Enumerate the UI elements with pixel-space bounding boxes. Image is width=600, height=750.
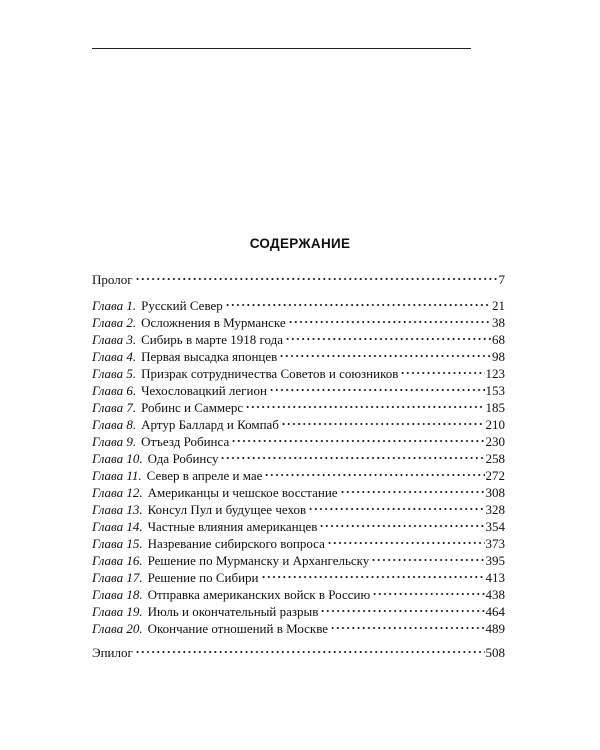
- chapter-label: Глава 15.: [92, 536, 143, 551]
- entry-page: 395: [485, 553, 505, 568]
- entry-title: Решение по Сибири: [147, 570, 259, 585]
- entry-title: Отправка американских войск в Россию: [147, 587, 371, 602]
- entry-title: Эпилог: [92, 645, 133, 660]
- entry-title: Артур Баллард и Компаб: [141, 417, 279, 432]
- chapter-label: Глава 13.: [92, 502, 143, 517]
- toc-entry-chapter[interactable]: [92, 297, 505, 314]
- dot-leader: [320, 609, 484, 613]
- entry-title: Частные влияния американцев: [147, 519, 318, 534]
- toc-entry-chapter[interactable]: [92, 314, 505, 331]
- chapter-label: Глава 5.: [92, 366, 137, 381]
- entry-page: 438: [485, 587, 505, 602]
- toc-entry-epilogue[interactable]: [92, 644, 505, 661]
- dot-leader: [340, 490, 485, 494]
- toc-entry-chapter[interactable]: [92, 450, 505, 467]
- chapter-label: Глава 7.: [92, 400, 137, 415]
- entry-page: 185: [485, 400, 505, 415]
- entry-page: 272: [485, 468, 505, 483]
- dot-leader: [245, 405, 484, 409]
- entry-title: Консул Пул и будущее чехов: [147, 502, 307, 517]
- toc-entry-chapter[interactable]: [92, 569, 505, 586]
- toc-entry-chapter[interactable]: [92, 382, 505, 399]
- entry-page: 68: [492, 332, 505, 347]
- entry-title: Пролог: [92, 272, 133, 287]
- entry-title: Первая высадка японцев: [141, 349, 278, 364]
- toc-entry-chapter[interactable]: [92, 399, 505, 416]
- toc-entry-chapter[interactable]: [92, 416, 505, 433]
- chapter-list: [92, 297, 505, 637]
- entry-title: Ода Робинсу: [147, 451, 219, 466]
- chapter-label: Глава 9.: [92, 434, 137, 449]
- entry-page: 258: [485, 451, 505, 466]
- dot-leader: [327, 541, 485, 545]
- toc-entry-chapter[interactable]: [92, 501, 505, 518]
- entry-title: Отъезд Робинса: [141, 434, 230, 449]
- toc-entry-chapter[interactable]: [92, 467, 505, 484]
- entry-page: 328: [485, 502, 505, 517]
- toc-entry-chapter[interactable]: [92, 603, 505, 620]
- entry-page: 489: [485, 621, 505, 636]
- dot-leader: [264, 473, 484, 477]
- entry-title: Июль и окончательный разрыв: [147, 604, 319, 619]
- dot-leader: [231, 439, 484, 443]
- entry-title: Русский Север: [141, 298, 223, 313]
- chapter-label: Глава 19.: [92, 604, 143, 619]
- entry-page: 354: [485, 519, 505, 534]
- entry-page: 38: [492, 315, 505, 330]
- entry-page: 123: [485, 366, 505, 381]
- toc-entry-chapter[interactable]: [92, 620, 505, 637]
- toc-entry-chapter[interactable]: [92, 348, 505, 365]
- dot-leader: [220, 456, 484, 460]
- dot-leader: [372, 592, 484, 596]
- dot-leader: [285, 337, 491, 341]
- chapter-label: Глава 14.: [92, 519, 143, 534]
- toc-entry-prologue[interactable]: [92, 271, 505, 288]
- table-of-contents: [92, 271, 505, 661]
- dot-leader: [269, 388, 485, 392]
- chapter-label: Глава 11.: [92, 468, 142, 483]
- toc-entry-chapter[interactable]: [92, 518, 505, 535]
- entry-page: 508: [485, 645, 505, 660]
- toc-entry-chapter[interactable]: [92, 365, 505, 382]
- chapter-label: Глава 3.: [92, 332, 137, 347]
- entry-title: Окончание отношений в Москве: [147, 621, 329, 636]
- chapter-label: Глава 16.: [92, 553, 143, 568]
- dot-leader: [261, 575, 485, 579]
- chapter-label: Глава 1.: [92, 298, 137, 313]
- toc-entry-chapter[interactable]: [92, 586, 505, 603]
- toc-heading: СОДЕРЖАНИЕ: [249, 236, 351, 251]
- dot-leader: [135, 650, 485, 654]
- toc-entry-chapter[interactable]: [92, 484, 505, 501]
- chapter-label: Глава 18.: [92, 587, 143, 602]
- entry-page: 373: [485, 536, 505, 551]
- entry-page: 21: [492, 298, 505, 313]
- dot-leader: [281, 422, 485, 426]
- dot-leader: [371, 558, 484, 562]
- dot-leader: [135, 277, 498, 281]
- dot-leader: [225, 303, 491, 307]
- entry-title: Робинс и Саммерс: [141, 400, 244, 415]
- entry-page: 413: [485, 570, 505, 585]
- chapter-label: Глава 17.: [92, 570, 143, 585]
- dot-leader: [400, 371, 484, 375]
- entry-page: 464: [485, 604, 505, 619]
- entry-title: Американцы и чешское восстание: [147, 485, 338, 500]
- dot-leader: [288, 320, 491, 324]
- chapter-label: Глава 6.: [92, 383, 137, 398]
- entry-title: Сибирь в марте 1918 года: [141, 332, 284, 347]
- chapter-label: Глава 4.: [92, 349, 137, 364]
- entry-title: Решение по Мурманску и Архангельску: [147, 553, 370, 568]
- chapter-label: Глава 2.: [92, 315, 137, 330]
- dot-leader: [319, 524, 484, 528]
- dot-leader: [330, 626, 484, 630]
- entry-page: 98: [492, 349, 505, 364]
- dot-leader: [279, 354, 491, 358]
- dot-leader: [308, 507, 484, 511]
- entry-title: Север в апреле и мае: [146, 468, 263, 483]
- chapter-label: Глава 10.: [92, 451, 143, 466]
- header-rule: [92, 48, 471, 49]
- entry-page: 308: [485, 485, 505, 500]
- chapter-label: Глава 8.: [92, 417, 137, 432]
- chapter-label: Глава 12.: [92, 485, 143, 500]
- entry-title: Чехословацкий легион: [141, 383, 267, 398]
- entry-title: Осложнения в Мурманске: [141, 315, 286, 330]
- entry-page: 7: [498, 272, 505, 287]
- entry-page: 230: [485, 434, 505, 449]
- toc-entry-chapter[interactable]: [92, 433, 505, 450]
- entry-title: Назревание сибирского вопроса: [147, 536, 325, 551]
- chapter-label: Глава 20.: [92, 621, 143, 636]
- entry-page: 210: [485, 417, 505, 432]
- toc-entry-chapter[interactable]: [92, 552, 505, 569]
- entry-title: Призрак сотрудничества Советов и союзников: [141, 366, 399, 381]
- toc-entry-chapter[interactable]: [92, 331, 505, 348]
- toc-entry-chapter[interactable]: [92, 535, 505, 552]
- entry-page: 153: [485, 383, 505, 398]
